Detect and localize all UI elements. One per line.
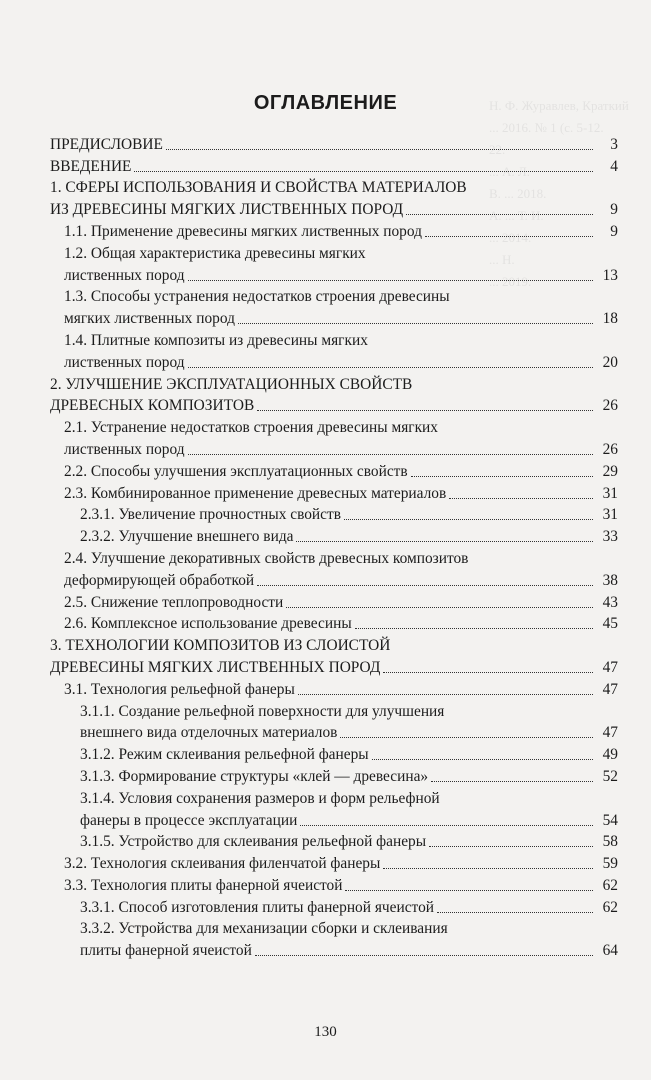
- toc-page-number: 20: [602, 353, 618, 371]
- toc-entry-title: 2.2. Способы улучшения эксплуатационных свойств: [64, 462, 408, 480]
- toc-entry-title: внешнего вида отделочных материалов: [80, 724, 338, 742]
- toc-entry[interactable]: [50, 241, 618, 285]
- dot-leader: [300, 825, 593, 826]
- toc-page-number: 52: [602, 767, 618, 785]
- toc-entry[interactable]: [50, 524, 618, 546]
- dot-leader: [298, 694, 593, 695]
- toc-page-number: 47: [602, 658, 618, 676]
- toc-entry[interactable]: [50, 154, 618, 176]
- toc-entry[interactable]: [50, 612, 618, 634]
- toc-page-number: 31: [602, 484, 618, 502]
- toc-page-number: 4: [610, 157, 618, 175]
- toc-entry-title: 2.3.1. Увеличение прочностных свойств: [80, 506, 341, 524]
- toc-entry[interactable]: [50, 699, 618, 743]
- toc-page-number: 59: [602, 855, 618, 873]
- toc-entry-title: 1. СФЕРЫ ИСПОЛЬЗОВАНИЯ И СВОЙСТВА МАТЕРИАЛОВ: [50, 179, 467, 197]
- dot-leader: [383, 868, 593, 869]
- dot-leader: [425, 236, 593, 237]
- toc-entry[interactable]: [50, 873, 618, 895]
- dot-leader: [355, 628, 593, 629]
- toc-entry-title: деформирующей обработкой: [64, 571, 255, 589]
- toc-entry[interactable]: [50, 415, 618, 459]
- toc-entry-title: ПРЕДИСЛОВИЕ: [50, 135, 163, 153]
- toc-page-number: 26: [602, 440, 618, 458]
- toc-entry-title: 3.1.3. Формирование структуры «клей — древесина»: [80, 767, 429, 785]
- toc-entry-title: ВВЕДЕНИЕ: [50, 157, 132, 175]
- toc-entry-title: 2.1. Устранение недостатков строения древесины мягких: [64, 419, 438, 437]
- toc-page-number: 18: [602, 310, 618, 328]
- toc-page-number: 62: [602, 876, 618, 894]
- toc-page-number: 26: [602, 397, 618, 415]
- toc-entry-title: ДРЕВЕСИНЫ МЯГКИХ ЛИСТВЕННЫХ ПОРОД: [50, 658, 381, 676]
- toc-page-number: 58: [602, 833, 618, 851]
- toc-entry-title: 1.2. Общая характеристика древесины мягких: [64, 244, 366, 262]
- toc-entry-title: 3.1.1. Создание рельефной поверхности для улучшения: [80, 702, 445, 720]
- toc-entry-title: 2.5. Снижение теплопроводности: [64, 593, 284, 611]
- toc-entry[interactable]: [50, 176, 618, 220]
- toc-entry-title: 2.4. Улучшение декоративных свойств древесных композитов: [64, 549, 469, 567]
- toc-entry[interactable]: [50, 219, 618, 241]
- dot-leader: [255, 955, 593, 956]
- toc-entry-title: 2.6. Комплексное использование древесины: [64, 615, 352, 633]
- dot-leader: [344, 519, 593, 520]
- toc-entry[interactable]: [50, 742, 618, 764]
- toc-page-number: 38: [602, 571, 618, 589]
- toc-entry-title: 3.1.4. Условия сохранения размеров и форм рельефной: [80, 789, 440, 807]
- toc-entry[interactable]: [50, 481, 618, 503]
- toc-entry[interactable]: [50, 633, 618, 677]
- toc-entry[interactable]: [50, 503, 618, 525]
- bleed-through-line: Н. Ф. Журавлев, Краткий ... 2016. № 1 (с. 5-12.: [489, 98, 629, 135]
- bleed-through-line: ... А. Л.: [489, 164, 530, 179]
- toc-page-number: 47: [602, 680, 618, 698]
- toc-entry-title: лиственных пород: [64, 440, 185, 458]
- toc-entry-title: плиты фанерной ячеистой: [80, 942, 252, 960]
- dot-leader: [372, 759, 593, 760]
- toc-entry-title: 2.3. Комбинированное применение древесных материалов: [64, 484, 447, 502]
- toc-entry-title: 3.1. Технология рельефной фанеры: [64, 680, 295, 698]
- dot-leader: [431, 781, 593, 782]
- toc-entry[interactable]: [50, 917, 618, 961]
- toc-entry[interactable]: [50, 459, 618, 481]
- toc-page-number: 33: [602, 528, 618, 546]
- dot-leader: [134, 171, 593, 172]
- bleed-through-line: 22.: [489, 142, 506, 157]
- toc-entry[interactable]: [50, 851, 618, 873]
- dot-leader: [345, 890, 593, 891]
- dot-leader: [257, 410, 593, 411]
- toc-entry[interactable]: [50, 830, 618, 852]
- toc-entry-title: 2. УЛУЧШЕНИЕ ЭКСПЛУАТАЦИОННЫХ СВОЙСТВ: [50, 375, 413, 393]
- toc-page-number: 47: [602, 724, 618, 742]
- dot-leader: [257, 585, 593, 586]
- toc-page-number: 64: [602, 942, 618, 960]
- dot-leader: [166, 149, 593, 150]
- dot-leader: [188, 280, 593, 281]
- toc-entry[interactable]: [50, 895, 618, 917]
- toc-entry-title: 2.3.2. Улучшение внешнего вида: [80, 528, 294, 546]
- toc-page-number: 9: [610, 201, 618, 219]
- table-of-contents: [50, 132, 618, 960]
- toc-entry[interactable]: [50, 590, 618, 612]
- toc-page-number: 13: [602, 266, 618, 284]
- dot-leader: [406, 214, 593, 215]
- dot-leader: [340, 737, 593, 738]
- bleed-through-line: В. ... 2018.: [489, 186, 547, 201]
- dot-leader: [449, 498, 593, 499]
- toc-entry-title: фанеры в процессе эксплуатации: [80, 811, 298, 829]
- toc-entry[interactable]: [50, 328, 618, 372]
- toc-entry[interactable]: [50, 786, 618, 830]
- toc-page-number: 31: [602, 506, 618, 524]
- toc-entry-title: ИЗ ДРЕВЕСИНЫ МЯГКИХ ЛИСТВЕННЫХ ПОРОД: [50, 201, 404, 219]
- dot-leader: [188, 454, 593, 455]
- toc-page-number: 43: [602, 593, 618, 611]
- toc-entry-title: мягких лиственных пород: [64, 310, 235, 328]
- toc-entry-title: 1.4. Плитные композиты из древесины мягких: [64, 331, 368, 349]
- page-number: 130: [314, 1024, 337, 1040]
- dot-leader: [238, 323, 593, 324]
- toc-entry-title: 3.3. Технология плиты фанерной ячеистой: [64, 876, 343, 894]
- toc-entry[interactable]: [50, 764, 618, 786]
- toc-entry-title: 1.3. Способы устранения недостатков строения древесины: [64, 288, 450, 306]
- dot-leader: [286, 607, 593, 608]
- toc-entry[interactable]: [50, 285, 618, 329]
- toc-entry-title: ДРЕВЕСНЫХ КОМПОЗИТОВ: [50, 397, 255, 415]
- toc-page-number: 45: [602, 615, 618, 633]
- toc-entry[interactable]: [50, 372, 618, 416]
- toc-page-number: 9: [610, 222, 618, 240]
- toc-entry-title: 3.3.1. Способ изготовления плиты фанерной ячеистой: [80, 898, 435, 916]
- dot-leader: [411, 476, 593, 477]
- toc-entry-title: 3.2. Технология склеивания филенчатой фанеры: [64, 855, 381, 873]
- toc-entry[interactable]: [50, 546, 618, 590]
- bleed-through-line: ... Н.: [489, 252, 515, 267]
- toc-entry[interactable]: [50, 132, 618, 154]
- toc-entry-title: 3.1.5. Устройство для склеивания рельефной фанеры: [80, 833, 427, 851]
- dot-leader: [429, 846, 593, 847]
- toc-page-number: 62: [602, 898, 618, 916]
- bleed-through-line: ... 2014.: [489, 230, 532, 245]
- bleed-through-line: ... 2019.: [489, 274, 532, 289]
- dot-leader: [188, 367, 593, 368]
- toc-entry-title: 3.3.2. Устройства для механизации сборки и склеивания: [80, 920, 448, 938]
- dot-leader: [383, 672, 593, 673]
- toc-page-number: 49: [602, 746, 618, 764]
- bleed-through-line: А. ... Т. И.: [489, 208, 544, 223]
- toc-entry-title: 3.1.2. Режим склеивания рельефной фанеры: [80, 746, 369, 764]
- toc-entry-title: 1.1. Применение древесины мягких лиственных пород: [64, 222, 422, 240]
- dot-leader: [296, 541, 593, 542]
- toc-entry-title: лиственных пород: [64, 266, 185, 284]
- toc-entry-title: лиственных пород: [64, 353, 185, 371]
- toc-page-number: 54: [602, 811, 618, 829]
- toc-page-number: 29: [602, 462, 618, 480]
- page-title: ОГЛАВЛЕНИЕ: [253, 92, 398, 114]
- toc-entry[interactable]: [50, 677, 618, 699]
- dot-leader: [437, 912, 593, 913]
- toc-page-number: 3: [610, 135, 618, 153]
- toc-entry-title: 3. ТЕХНОЛОГИИ КОМПОЗИТОВ ИЗ СЛОИСТОЙ: [50, 637, 391, 655]
